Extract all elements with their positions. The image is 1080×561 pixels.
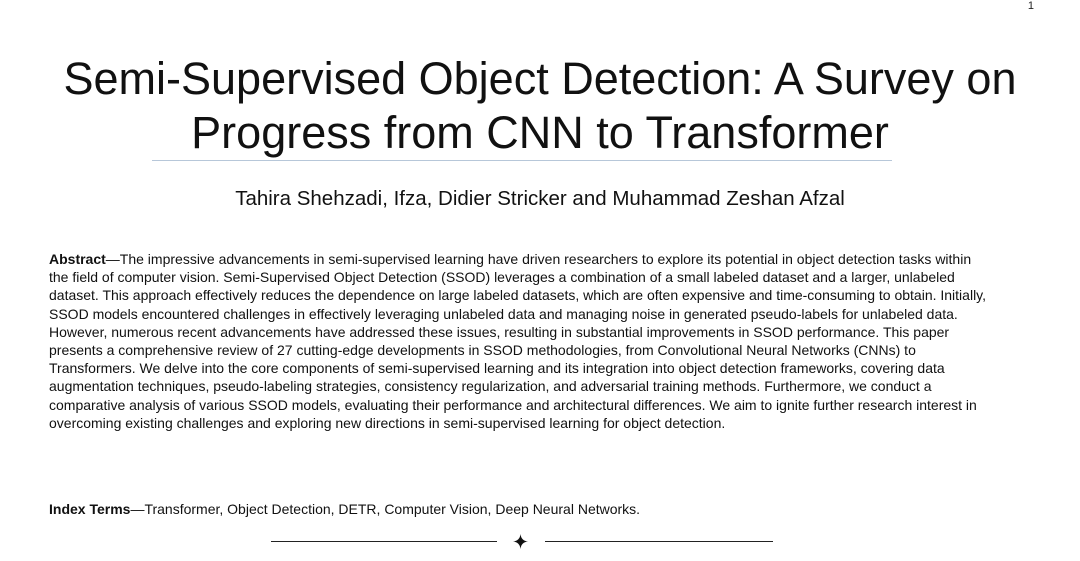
index-terms-dash: —	[130, 501, 145, 517]
title-underline	[152, 160, 892, 161]
index-terms-paragraph	[49, 500, 994, 518]
paper-title-line-1: Semi-Supervised Object Detection: A Survey on	[63, 53, 1017, 104]
abstract-label: Abstract	[49, 251, 106, 267]
abstract-paragraph	[49, 250, 994, 432]
divider-line-left	[271, 541, 497, 542]
index-terms-text: Transformer, Object Detection, DETR, Computer Vision, Deep Neural Networks.	[144, 501, 641, 517]
paper-title-line-2: Progress from CNN to Transformer	[191, 107, 889, 158]
author-list: Tahira Shehzadi, Ifza, Didier Stricker and Muhammad Zeshan Afzal	[235, 187, 845, 210]
abstract-text: The impressive advancements in semi-supervised learning have driven researchers to explore its potential in object detection tasks within the field of computer vision. Semi-Supervised Object Detection (SSOD) leverages a combination of a small labeled dataset and a larger, unlabeled dataset. This approach effectively reduces the dependence on large labeled datasets, which are often expensive and time-consuming to obtain. Initially, SSOD models encountered challenges in effectively leveraging unlabeled data and managing noise in generated pseudo-labels for unlabeled data. However, numerous recent advancements have addressed these issues, resulting in substantial improvements in SSOD performance. This paper presents a comprehensive review of 27 cutting-edge developments in SSOD methodologies, from Convolutional Neural Networks (CNNs) to Transformers. We delve into the core components of semi-supervised learning and its integration into object detection frameworks, covering data augmentation techniques, pseudo-labeling strategies, consistency regularization, and adversarial training methods. Furthermore, we conduct a comparative analysis of various SSOD models, evaluating their performance and architectural differences. We aim to ignite further research interest in overcoming existing challenges and exploring new directions in semi-supervised learning for object detection.	[49, 251, 987, 431]
four-point-star-icon	[513, 534, 528, 549]
page-number: 1	[1027, 0, 1034, 12]
index-terms-label: Index Terms	[49, 501, 131, 517]
divider-line-right	[545, 541, 773, 542]
section-divider	[271, 531, 773, 551]
paper-title	[0, 52, 1080, 160]
abstract-dash: —	[105, 251, 120, 267]
